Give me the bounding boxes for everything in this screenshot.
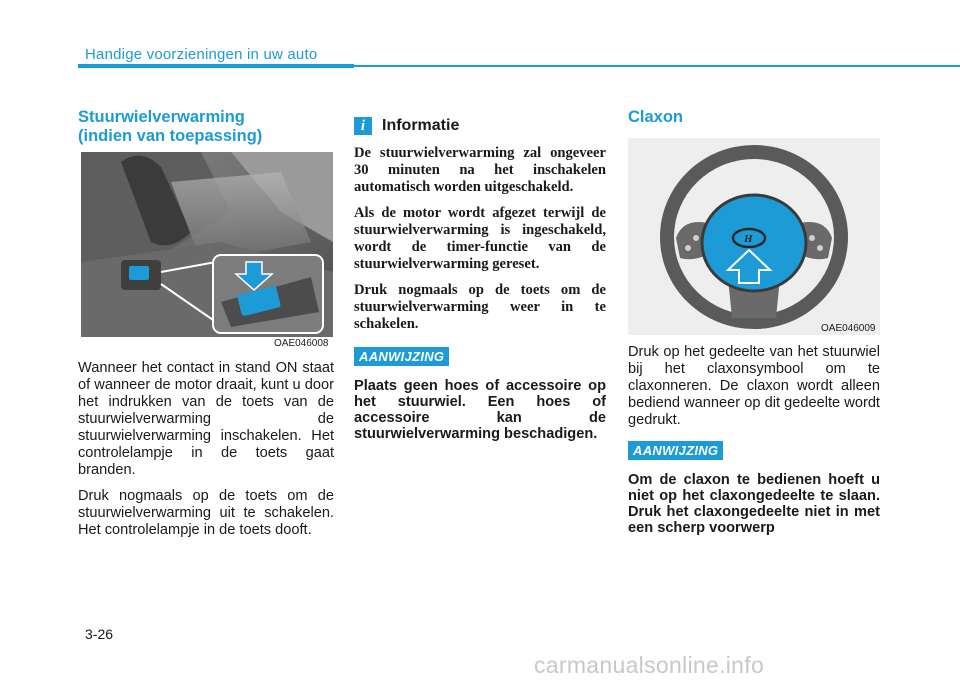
- paragraph: Wanneer het contact in stand ON staat of wanneer de motor draait, kunt u door het indrukken van de toets van de stuurwielverwarming de stuurwielverwarming inschakelen. Het controlelampje in de toets gaat branden.: [78, 360, 334, 478]
- warning-badge: AANWIJZING: [628, 441, 723, 460]
- svg-text:H: H: [744, 233, 753, 245]
- info-paragraph: Als de motor wordt afgezet terwijl de stuurwielverwarming is ingeschakeld, wordt de timer-functie van de stuurwielverwarming gereset.: [354, 205, 606, 272]
- horn-text: [628, 344, 880, 536]
- section-information: [354, 108, 606, 442]
- header-rule-thick: [78, 64, 354, 68]
- header-title: Handige voorzieningen in uw auto: [85, 46, 318, 63]
- warning-label-wrap: [628, 441, 880, 460]
- steering-wheel-drawing: [628, 138, 880, 335]
- info-icon: i: [354, 117, 372, 135]
- paragraph: Druk op het gedeelte van het stuurwiel bij het claxonsymbool om te claxonneren. De claxon wordt alleen bediend wanneer op dit gedeelte wordt gedrukt.: [628, 344, 880, 428]
- title-line-1: Stuurwielverwarming: [78, 108, 245, 126]
- title-line-2: (indien van toepassing): [78, 127, 263, 145]
- section-horn: [628, 108, 880, 127]
- info-heading: [354, 115, 606, 137]
- steering-heating-text: [78, 360, 334, 548]
- image-code: OAE046008: [274, 338, 329, 349]
- section-steering-wheel-heating: [78, 108, 334, 146]
- warning-text: Om de claxon te bedienen hoeft u niet op het claxongedeelte te slaan. Druk het claxongedeelte niet in met een scherp voorwerp: [628, 472, 880, 536]
- section-title: Claxon: [628, 108, 684, 126]
- console-drawing: [81, 152, 333, 337]
- info-title: Informatie: [382, 117, 460, 134]
- warning-text: Plaats geen hoes of accessoire op het stuurwiel. Een hoes of accessoire kan de stuurwielverwarming beschadigen.: [354, 378, 606, 442]
- paragraph: Druk nogmaals op de toets om de stuurwielverwarming uit te schakelen. Het controlelampje in de toets dooft.: [78, 488, 334, 538]
- header-rule-thin: [354, 65, 960, 67]
- section-title: [78, 108, 334, 146]
- watermark: carmanualsonline.info: [534, 652, 765, 678]
- heated-wheel-button-illustration: [81, 152, 333, 337]
- info-paragraph: De stuurwielverwarming zal ongeveer 30 minuten na het inschakelen automatisch worden uitgeschakeld.: [354, 145, 606, 195]
- steering-wheel-horn-illustration: [628, 138, 880, 335]
- image-code: OAE046009: [821, 323, 876, 334]
- page-number: 3-26: [85, 626, 114, 642]
- warning-label-wrap: [354, 347, 606, 366]
- warning-badge: AANWIJZING: [354, 347, 449, 366]
- info-paragraph: Druk nogmaals op de toets om de stuurwielverwarming weer in te schakelen.: [354, 282, 606, 332]
